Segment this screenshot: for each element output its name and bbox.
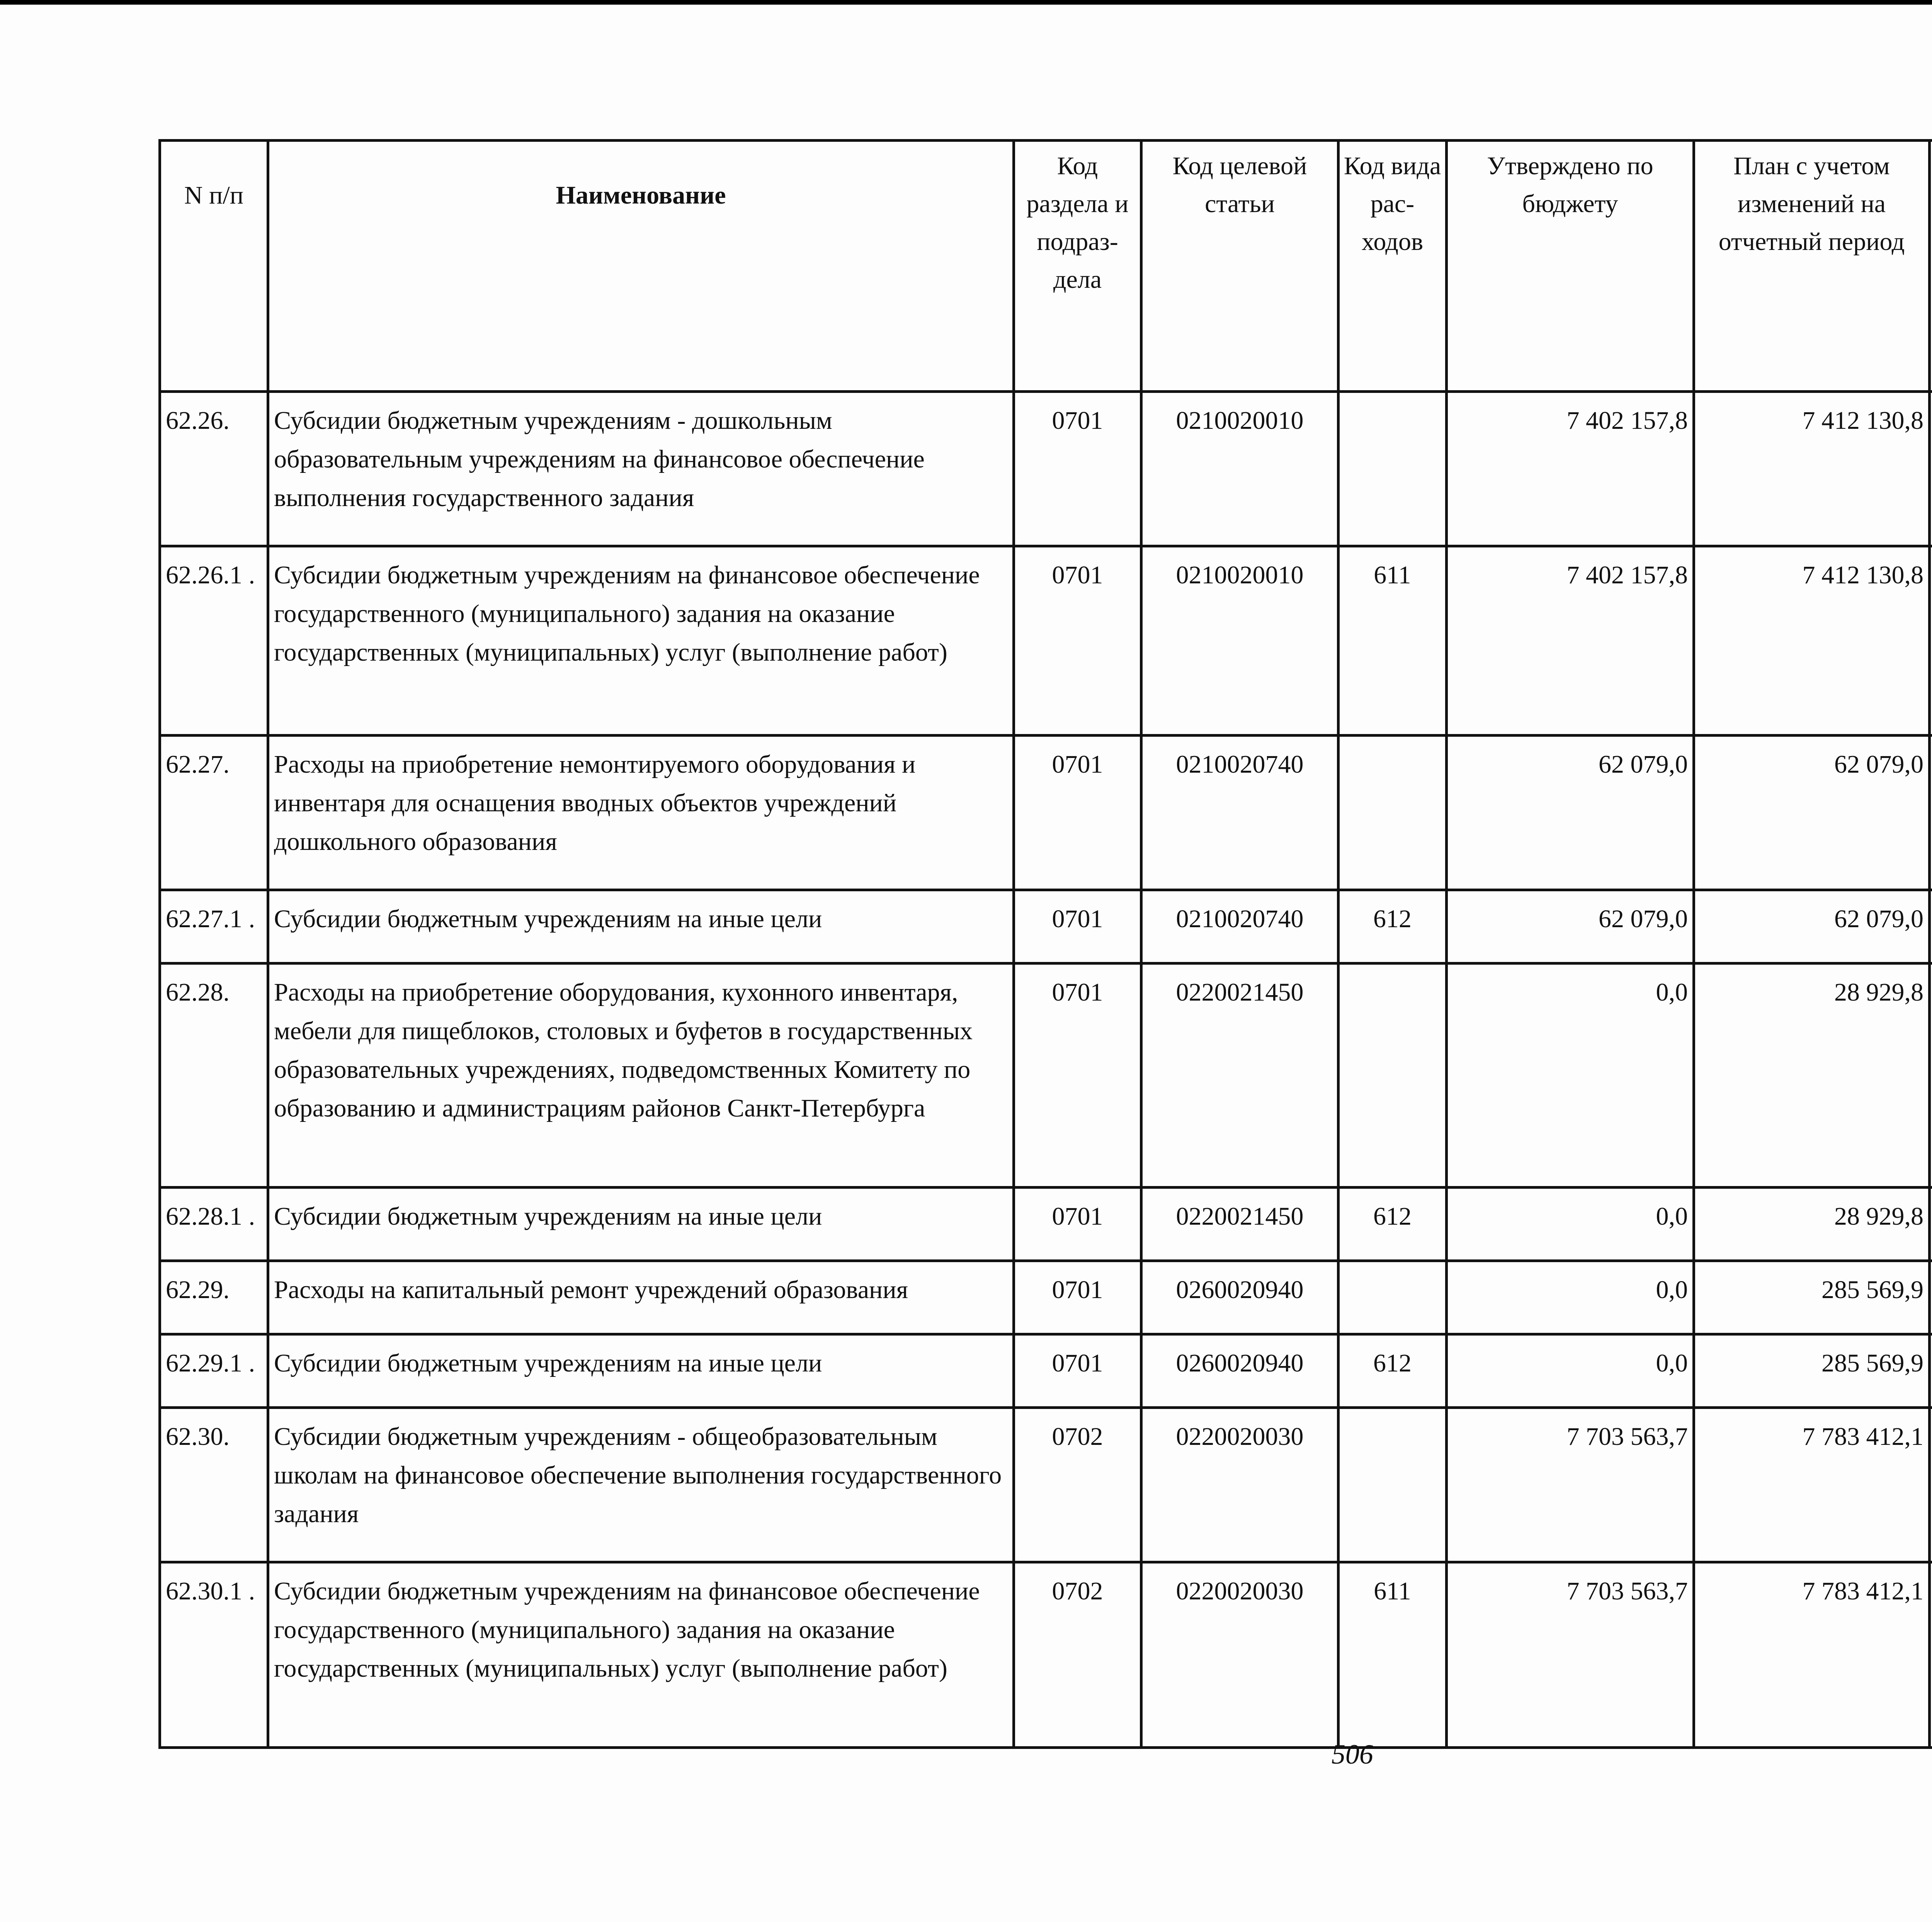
row-approved: 0,0: [1447, 964, 1694, 1188]
row-plan: 28 929,8: [1694, 1188, 1930, 1261]
budget-execution-table: [158, 139, 1932, 1749]
header-target-code: Код целевой статьи: [1141, 141, 1338, 392]
row-plan: 7 412 130,8: [1694, 392, 1930, 546]
row-section-code: 0702: [1014, 1408, 1141, 1562]
row-approved: 62 079,0: [1447, 736, 1694, 890]
row-section-code: 0702: [1014, 1562, 1141, 1748]
row-section-code: 0701: [1014, 964, 1141, 1188]
row-executed: [1930, 1562, 1932, 1748]
row-number: 62.29.: [160, 1261, 268, 1334]
row-name: Субсидии бюджетным учреждениям - дошкольным образовательным учреждениям на финансовое обеспечение выполнения государственного задания: [268, 392, 1014, 546]
row-approved: 0,0: [1447, 1261, 1694, 1334]
row-expense-code: 612: [1338, 1188, 1447, 1261]
table-row: [160, 1261, 1932, 1334]
row-section-code: 0701: [1014, 890, 1141, 964]
row-target-code: 0220020030: [1141, 1408, 1338, 1562]
row-target-code: 0210020010: [1141, 546, 1338, 736]
row-name: Расходы на приобретение оборудования, кухонного инвентаря, мебели для пищеблоков, столовых и буфетов в государственных образовательных учреждениях, подведомственных Комитету по образованию и администрациям районов Санкт-Петербурга: [268, 964, 1014, 1188]
row-target-code: 0220021450: [1141, 964, 1338, 1188]
row-section-code: 0701: [1014, 1334, 1141, 1408]
row-expense-code: [1338, 1408, 1447, 1562]
row-approved: 7 402 157,8: [1447, 392, 1694, 546]
row-plan: 285 569,9: [1694, 1261, 1930, 1334]
row-plan: 7 783 412,1: [1694, 1562, 1930, 1748]
table-row: [160, 890, 1932, 964]
table-row: [160, 1408, 1932, 1562]
row-executed: [1930, 392, 1932, 546]
header-approved: Утверждено по бюджету: [1447, 141, 1694, 392]
row-executed: [1930, 736, 1932, 890]
row-name: Субсидии бюджетным учреждениям на финансовое обеспечение государственного (муниципального) задания на оказание государственных (муниципальных) услуг (выполнение работ): [268, 1562, 1014, 1748]
row-plan: 62 079,0: [1694, 890, 1930, 964]
row-number: 62.28.1 .: [160, 1188, 268, 1261]
row-approved: 0,0: [1447, 1334, 1694, 1408]
scan-top-border: [0, 0, 1932, 5]
row-plan: 7 412 130,8: [1694, 546, 1930, 736]
row-expense-code: 611: [1338, 1562, 1447, 1748]
table-header-row: [160, 141, 1932, 229]
row-number: 62.27.1 .: [160, 890, 268, 964]
row-expense-code: 612: [1338, 1334, 1447, 1408]
row-name: Расходы на приобретение немонтируемого оборудования и инвентаря для оснащения вводных объектов учреждений дошкольного образования: [268, 736, 1014, 890]
row-target-code: 0260020940: [1141, 1261, 1338, 1334]
row-number: 62.30.1 .: [160, 1562, 268, 1748]
row-expense-code: 612: [1338, 890, 1447, 964]
row-executed: [1930, 546, 1932, 736]
row-section-code: 0701: [1014, 736, 1141, 890]
table-row: [160, 1334, 1932, 1408]
row-executed: [1930, 890, 1932, 964]
row-expense-code: [1338, 964, 1447, 1188]
row-target-code: 0220021450: [1141, 1188, 1338, 1261]
row-approved: 7 402 157,8: [1447, 546, 1694, 736]
table-body: [160, 392, 1932, 1748]
row-expense-code: [1338, 392, 1447, 546]
row-target-code: 0210020740: [1141, 890, 1338, 964]
table-row: [160, 1562, 1932, 1748]
row-approved: 7 703 563,7: [1447, 1562, 1694, 1748]
page-number: 506: [1332, 1739, 1373, 1770]
row-plan: 28 929,8: [1694, 964, 1930, 1188]
header-section-code: Код раздела и подраз- дела: [1014, 141, 1141, 392]
row-name: Субсидии бюджетным учреждениям на финансовое обеспечение государственного (муниципального) задания на оказание государственных (муниципальных) услуг (выполнение работ): [268, 546, 1014, 736]
row-executed: [1930, 1188, 1932, 1261]
header-expense-code: Код вида рас- ходов: [1338, 141, 1447, 392]
table-row: [160, 392, 1932, 546]
row-name: Субсидии бюджетным учреждениям на иные цели: [268, 1188, 1014, 1261]
table-row: [160, 546, 1932, 736]
row-section-code: 0701: [1014, 1188, 1141, 1261]
row-approved: 7 703 563,7: [1447, 1408, 1694, 1562]
header-num: N п/п: [160, 141, 268, 392]
row-number: 62.26.: [160, 392, 268, 546]
table-row: [160, 1188, 1932, 1261]
row-number: 62.26.1 .: [160, 546, 268, 736]
row-number: 62.28.: [160, 964, 268, 1188]
row-number: 62.29.1 .: [160, 1334, 268, 1408]
row-section-code: 0701: [1014, 1261, 1141, 1334]
row-section-code: 0701: [1014, 546, 1141, 736]
row-plan: 7 783 412,1: [1694, 1408, 1930, 1562]
row-approved: 62 079,0: [1447, 890, 1694, 964]
row-name: Субсидии бюджетным учреждениям на иные цели: [268, 1334, 1014, 1408]
row-approved: 0,0: [1447, 1188, 1694, 1261]
row-number: 62.30.: [160, 1408, 268, 1562]
row-name: Субсидии бюджетным учреждениям - общеобразовательным школам на финансовое обеспечение выполнения государственного задания: [268, 1408, 1014, 1562]
row-executed: [1930, 1261, 1932, 1334]
row-name: Расходы на капитальный ремонт учреждений образования: [268, 1261, 1014, 1334]
row-number: 62.27.: [160, 736, 268, 890]
header-executed: [1930, 141, 1932, 392]
row-executed: [1930, 1408, 1932, 1562]
header-name: Наименование: [268, 141, 1014, 392]
header-plan: План с учетом изменений на отчетный период: [1694, 141, 1930, 392]
row-section-code: 0701: [1014, 392, 1141, 546]
row-target-code: 0210020010: [1141, 392, 1338, 546]
row-plan: 62 079,0: [1694, 736, 1930, 890]
row-expense-code: [1338, 736, 1447, 890]
row-target-code: 0220020030: [1141, 1562, 1338, 1748]
row-expense-code: [1338, 1261, 1447, 1334]
table-row: [160, 736, 1932, 890]
row-plan: 285 569,9: [1694, 1334, 1930, 1408]
row-target-code: 0260020940: [1141, 1334, 1338, 1408]
table-row: [160, 964, 1932, 1188]
row-executed: [1930, 964, 1932, 1188]
row-executed: [1930, 1334, 1932, 1408]
row-name: Субсидии бюджетным учреждениям на иные цели: [268, 890, 1014, 964]
row-expense-code: 611: [1338, 546, 1447, 736]
row-target-code: 0210020740: [1141, 736, 1338, 890]
